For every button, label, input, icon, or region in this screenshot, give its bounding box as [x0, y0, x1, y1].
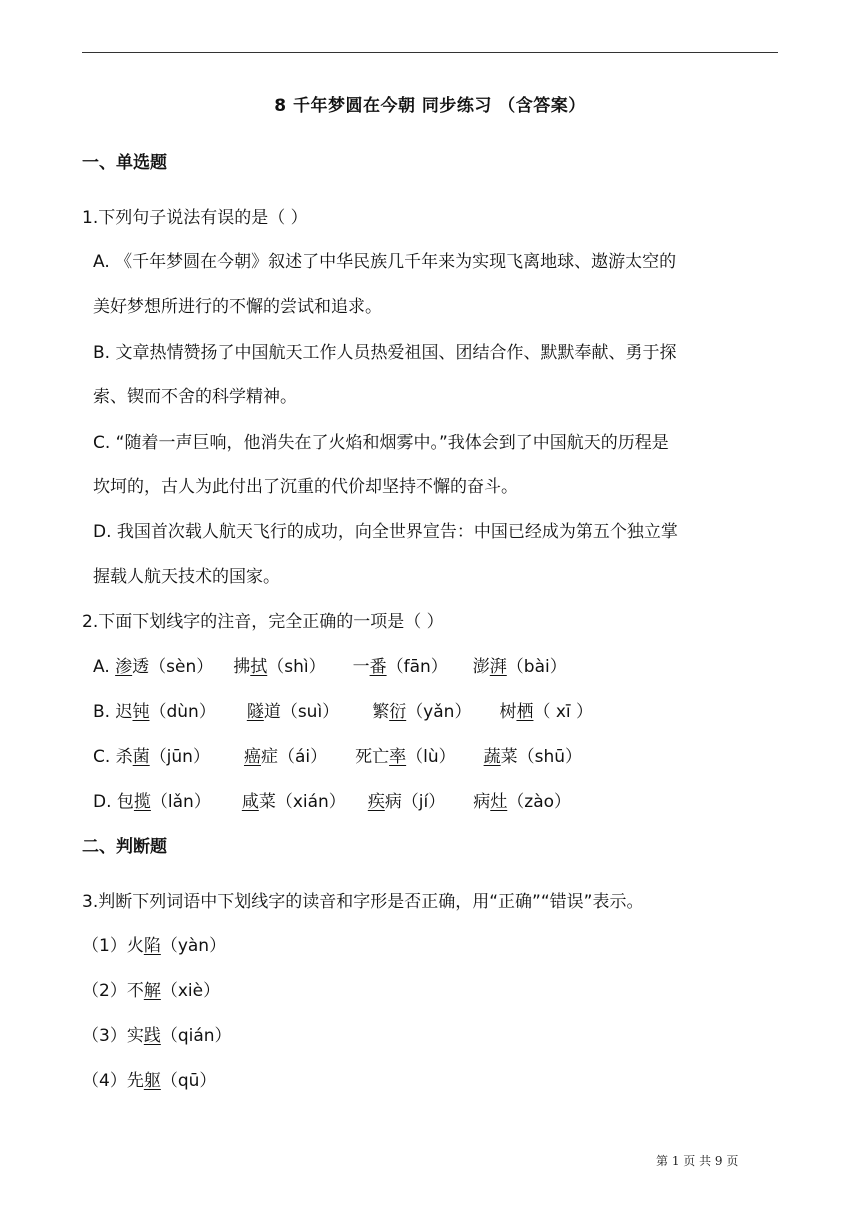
underlined-char: 解 [143, 981, 161, 1001]
question-1-option-d-line-2: 握载人航天技术的国家。 [93, 567, 280, 587]
underlined-char: 灶 [490, 792, 508, 812]
underlined-char: 隧 [246, 702, 264, 722]
word-reading: （jūn） [149, 747, 210, 767]
option-label: B. 迟 [93, 702, 133, 722]
option-label: C. 杀 [93, 747, 133, 767]
word-reading: 菜（xián） [258, 792, 346, 812]
page-number-footer: 第 1 页 共 9 页 [656, 1154, 739, 1168]
option-label: D. 包 [93, 792, 134, 812]
underlined-char: 躯 [143, 1071, 161, 1091]
word-reading: （ xī ） [533, 702, 594, 722]
header-rule [82, 52, 778, 53]
word-reading: （lǎn） [150, 792, 211, 812]
word-reading: 菜（shū） [500, 747, 583, 767]
word-part: 死亡 [355, 747, 390, 767]
underlined-char: 拭 [250, 657, 268, 677]
underlined-char: 咸 [241, 792, 259, 812]
word-reading: （qián） [160, 1026, 232, 1046]
item-number: （1）火 [82, 936, 144, 956]
question-1-option-c-line-1: C. “随着一声巨响，他消失在了火焰和烟雾中。”我体会到了中国航天的历程是 [93, 433, 669, 453]
word-part: 一 [352, 657, 370, 677]
document-title: 8 千年梦圆在今朝 同步练习 （含答案） [274, 96, 586, 116]
underlined-char: 癌 [243, 747, 261, 767]
underlined-char: 钝 [132, 702, 150, 722]
underlined-char: 渗 [115, 657, 133, 677]
question-2-option-c [93, 742, 582, 767]
word-reading: （lù） [406, 747, 456, 767]
underlined-char: 衍 [389, 702, 407, 722]
word-reading: （zào） [507, 792, 572, 812]
word-reading: 道（suì） [263, 702, 340, 722]
question-3-stem: 3.判断下列词语中下划线字的读音和字形是否正确，用“正确”“错误”表示。 [82, 892, 644, 912]
item-number: （4）先 [82, 1071, 144, 1091]
question-1-option-c-line-2: 坎坷的，古人为此付出了沉重的代价却坚持不懈的奋斗。 [93, 477, 518, 497]
underlined-char: 蔬 [483, 747, 501, 767]
word-reading: 症（ái） [260, 747, 328, 767]
question-1-stem: 1.下列句子说法有误的是（ ） [82, 208, 308, 228]
word-reading: 透（sèn） [132, 657, 214, 677]
question-2-option-d [93, 787, 571, 812]
question-3-item-3 [82, 1021, 232, 1046]
underlined-char: 栖 [516, 702, 534, 722]
underlined-char: 揽 [133, 792, 151, 812]
section-heading-true-false: 二、判断题 [82, 837, 167, 857]
question-2-option-a [93, 652, 567, 677]
question-2-option-b [93, 697, 593, 722]
word-reading: （xiè） [160, 981, 221, 1001]
word-part: 病 [473, 792, 491, 812]
question-3-item-1 [82, 931, 226, 956]
item-number: （3）实 [82, 1026, 144, 1046]
word-part: 树 [499, 702, 517, 722]
word-reading: （bài） [506, 657, 567, 677]
question-1-option-a-line-1: A. 《千年梦圆在今朝》叙述了中华民族几千年来为实现飞离地球、遨游太空的 [93, 252, 677, 272]
word-reading: （shì） [267, 657, 326, 677]
word-reading: （qū） [160, 1071, 217, 1091]
word-part: 繁 [372, 702, 390, 722]
underlined-char: 率 [389, 747, 407, 767]
word-part: 拂 [233, 657, 251, 677]
question-1-option-b-line-1: B. 文章热情赞扬了中国航天工作人员热爱祖国、团结合作、默默奉献、勇于探 [93, 343, 677, 363]
word-reading: （fān） [386, 657, 448, 677]
word-reading: 病（jí） [384, 792, 446, 812]
question-1-option-d-line-1: D. 我国首次载人航天飞行的成功，向全世界宣告：中国已经成为第五个独立掌 [93, 522, 678, 542]
underlined-char: 菌 [132, 747, 150, 767]
word-part: 澎 [472, 657, 490, 677]
word-reading: （yàn） [160, 936, 227, 956]
question-1-option-b-line-2: 索、锲而不舍的科学精神。 [93, 387, 297, 407]
item-number: （2）不 [82, 981, 144, 1001]
underlined-char: 番 [369, 657, 387, 677]
underlined-char: 践 [143, 1026, 161, 1046]
option-label: A. [93, 657, 116, 677]
underlined-char: 湃 [489, 657, 507, 677]
section-heading-single-choice: 一、单选题 [82, 153, 167, 173]
word-reading: （dùn） [149, 702, 216, 722]
question-1-option-a-line-2: 美好梦想所进行的不懈的尝试和追求。 [93, 297, 382, 317]
underlined-char: 陷 [143, 936, 161, 956]
word-reading: （yǎn） [406, 702, 472, 722]
question-2-stem: 2.下面下划线字的注音，完全正确的一项是（ ） [82, 612, 444, 632]
question-3-item-2 [82, 976, 220, 1001]
question-3-item-4 [82, 1066, 216, 1091]
underlined-char: 疾 [367, 792, 385, 812]
